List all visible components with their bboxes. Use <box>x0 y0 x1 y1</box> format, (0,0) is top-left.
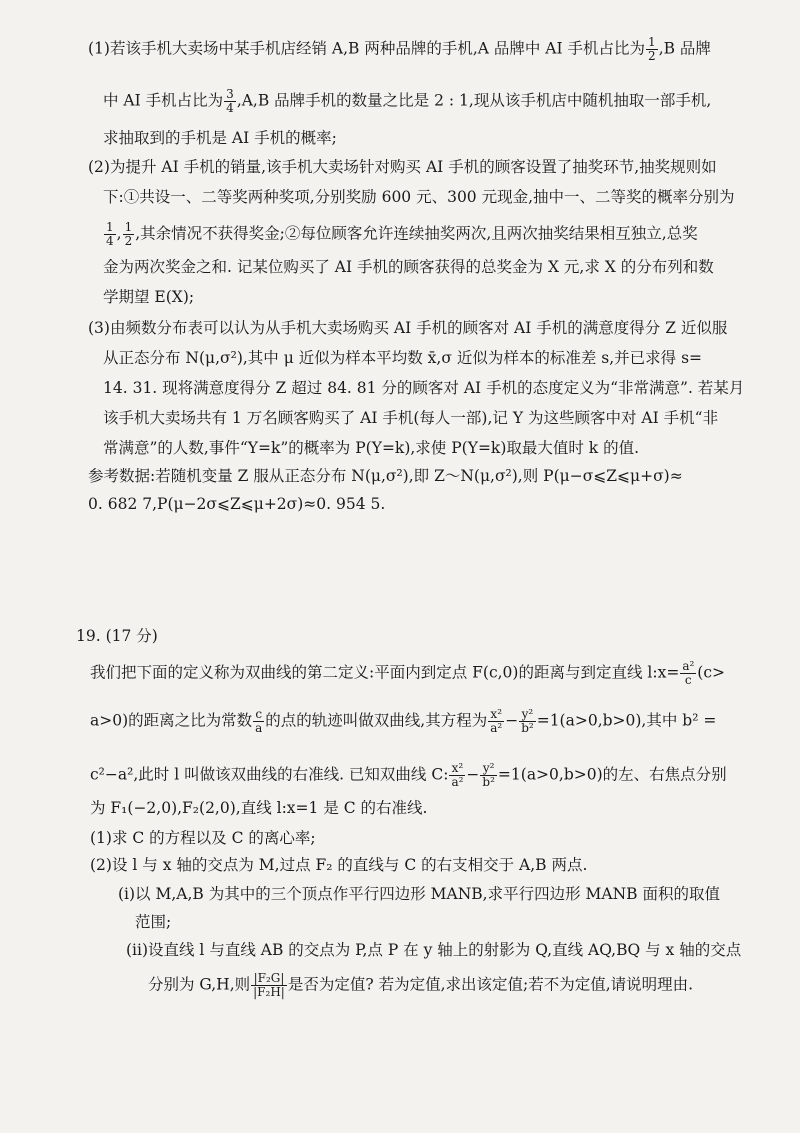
q19-def-line3: c²−a²,此时 l 叫做该双曲线的右准线. 已知双曲线 C: $\frac{\text{x²}}{\text{a²}}$ − $\frac{\text{y²}}{\text{b²}}$ =1(a>0,b>0)的左、右焦点分别 <box>90 761 727 789</box>
q19-def-line1: 我们把下面的定义称为双曲线的第二定义:平面内到定点 F(c,0)的距离与到定直线 l:x= $\frac{\text{a²}}{c}$ (c> <box>90 659 725 687</box>
q18-part2-line4: 金为两次奖金之和. 记某位购买了 AI 手机的顾客获得的总奖金为 X 元,求 X 的分布列和数 <box>103 258 714 276</box>
reference-data-line2: 0. 682 7,P(μ−2σ⩽Z⩽μ+2σ)≈0. 954 5. <box>88 495 386 513</box>
q19-sub2-ii-line2: 分别为 G,H,则 $\frac{\text{|F₂G|}}{\text{|F₂H|}}$ 是否为定值? 若为定值,求出该定值;若不为定值,请说明理由. <box>148 971 694 999</box>
q18-part3-line4: 该手机大卖场共有 1 万名顾客购买了 AI 手机(每人一部),记 Y 为这些顾客中对 AI 手机“非 <box>103 409 719 427</box>
q19-sub1: (1)求 C 的方程以及 C 的离心率; <box>90 829 316 847</box>
q19-sub2-ii-line1: (ii)设直线 l 与直线 AB 的交点为 P,点 P 在 y 轴上的射影为 Q,直线 AQ,BQ 与 x 轴的交点 <box>126 941 742 959</box>
fraction-one-quarter: $\frac{1}{4}$ <box>106 220 114 248</box>
q18-part2-line3: $\frac{1}{4}$ , $\frac{1}{2}$ ,其余情况不获得奖金;②每位顾客允许连续抽奖两次,且两次抽奖结果相互独立,总奖 <box>106 220 698 248</box>
fraction-y2-over-b2-b: $\frac{\text{y²}}{\text{b²}}$ <box>482 761 495 789</box>
q18-part2-line5: 学期望 E(X); <box>103 288 195 306</box>
q19-sub2-i-line1: (i)以 M,A,B 为其中的三个顶点作平行四边形 MANB,求平行四边形 MANB 面积的取值 <box>118 885 720 903</box>
q18-part2-line1: (2)为提升 AI 手机的销量,该手机大卖场针对购买 AI 手机的顾客设置了抽奖环节,抽奖规则如 <box>88 158 717 176</box>
q19-header: 19. (17 分) <box>76 627 158 645</box>
fraction-f2g-over-f2h: $\frac{\text{|F₂G|}}{\text{|F₂H|}}$ <box>253 971 285 999</box>
q19-sub2-i-line2: 范围; <box>135 913 172 931</box>
reference-data-line1: 参考数据:若随机变量 Z 服从正态分布 N(μ,σ²),即 Z～N(μ,σ²),则 P(μ−σ⩽Z⩽μ+σ)≈ <box>88 467 683 485</box>
fraction-three-quarters: $\frac{3}{4}$ <box>226 87 234 115</box>
fraction-c-over-a: $\frac{c}{a}$ <box>255 707 263 735</box>
q18-part3-line2: 从正态分布 N(μ,σ²),其中 μ 近似为样本平均数 x̄,σ 近似为样本的标准差 s,并已求得 s= <box>103 349 703 367</box>
q18-part3-line3: 14. 31. 现将满意度得分 Z 超过 84. 81 分的顾客对 AI 手机的态度定义为“非常满意”. 若某月 <box>103 379 745 397</box>
q18-part1-line3: 求抽取到的手机是 AI 手机的概率; <box>103 129 337 147</box>
fraction-a2-over-c: $\frac{\text{a²}}{c}$ <box>682 659 695 687</box>
q18-part3-line1: (3)由频数分布表可以认为从手机大卖场购买 AI 手机的顾客对 AI 手机的满意度得分 Z 近似服 <box>88 319 728 337</box>
fraction-x2-over-a2: $\frac{\text{x²}}{\text{a²}}$ <box>490 707 503 735</box>
q18-part1-line2: 中 AI 手机占比为 $\frac{3}{4}$ ,A,B 品牌手机的数量之比是 2 : 1,现从该手机店中随机抽取一部手机, <box>103 87 712 115</box>
fraction-one-half: $\frac{1}{2}$ <box>648 35 656 63</box>
q19-sub2: (2)设 l 与 x 轴的交点为 M,过点 F₂ 的直线与 C 的右支相交于 A,B 两点. <box>90 856 588 874</box>
q19-def-line4: 为 F₁(−2,0),F₂(2,0),直线 l:x=1 是 C 的右准线. <box>90 799 428 817</box>
q18-part2-line2: 下:①共设一、二等奖两种奖项,分别奖励 600 元、300 元现金,抽中一、二等奖的概率分别为 <box>103 188 735 206</box>
fraction-x2-over-a2-b: $\frac{\text{x²}}{\text{a²}}$ <box>451 761 464 789</box>
q19-def-line2: a>0)的距离之比为常数 $\frac{c}{a}$ 的点的轨迹叫做双曲线,其方程为 $\frac{\text{x²}}{\text{a²}}$ − $\frac{\text{y²}}{\text{b²}}$ =1(a>0,b>0),其中 b² = <box>90 707 717 735</box>
q18-part1-line1: (1)若该手机大卖场中某手机店经销 A,B 两种品牌的手机,A 品牌中 AI 手机占比为 $\frac{1}{2}$ ,B 品牌 <box>88 35 711 63</box>
fraction-y2-over-b2: $\frac{\text{y²}}{\text{b²}}$ <box>521 707 534 735</box>
fraction-one-half-b: $\frac{1}{2}$ <box>124 220 133 248</box>
q18-part3-line5: 常满意”的人数,事件“Y=k”的概率为 P(Y=k),求使 P(Y=k)取最大值时 k 的值. <box>103 439 640 457</box>
